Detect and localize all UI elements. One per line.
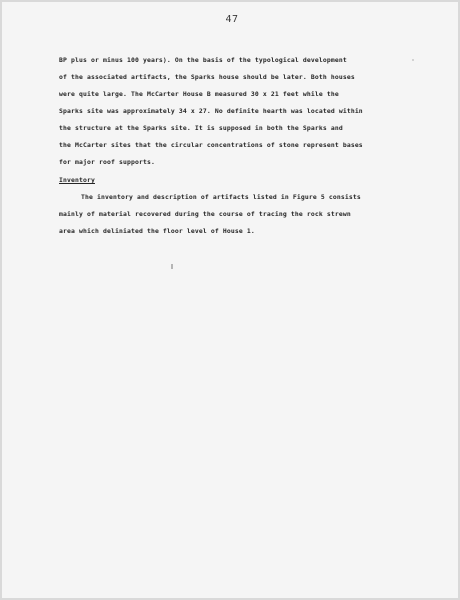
section-heading: Inventory bbox=[59, 176, 95, 184]
section-line: mainly of material recovered during the course of tracing the rock strewn bbox=[59, 210, 351, 218]
scan-speck bbox=[412, 59, 414, 61]
body-text bbox=[59, 52, 419, 240]
paragraph-line: of the associated artifacts, the Sparks house should be later. Both houses bbox=[59, 73, 355, 81]
paragraph-line: Sparks site was approximately 34 x 27. No definite hearth was located within bbox=[59, 107, 363, 115]
paragraph-line: the McCarter sites that the circular concentrations of stone represent bases bbox=[59, 141, 363, 149]
paragraph-line: the structure at the Sparks site. It is supposed in both the Sparks and bbox=[59, 124, 343, 132]
paragraph-line: BP plus or minus 100 years). On the basis of the typological development bbox=[59, 56, 347, 64]
scan-speck bbox=[171, 264, 173, 269]
page-number: 47 bbox=[225, 14, 239, 25]
section-line: The inventory and description of artifacts listed in Figure 5 consists bbox=[81, 193, 361, 201]
paragraph-line: were quite large. The McCarter House B measured 30 x 21 feet while the bbox=[59, 90, 339, 98]
section-line: area which deliniated the floor level of House 1. bbox=[59, 227, 255, 235]
paragraph-line: for major roof supports. bbox=[59, 158, 155, 166]
